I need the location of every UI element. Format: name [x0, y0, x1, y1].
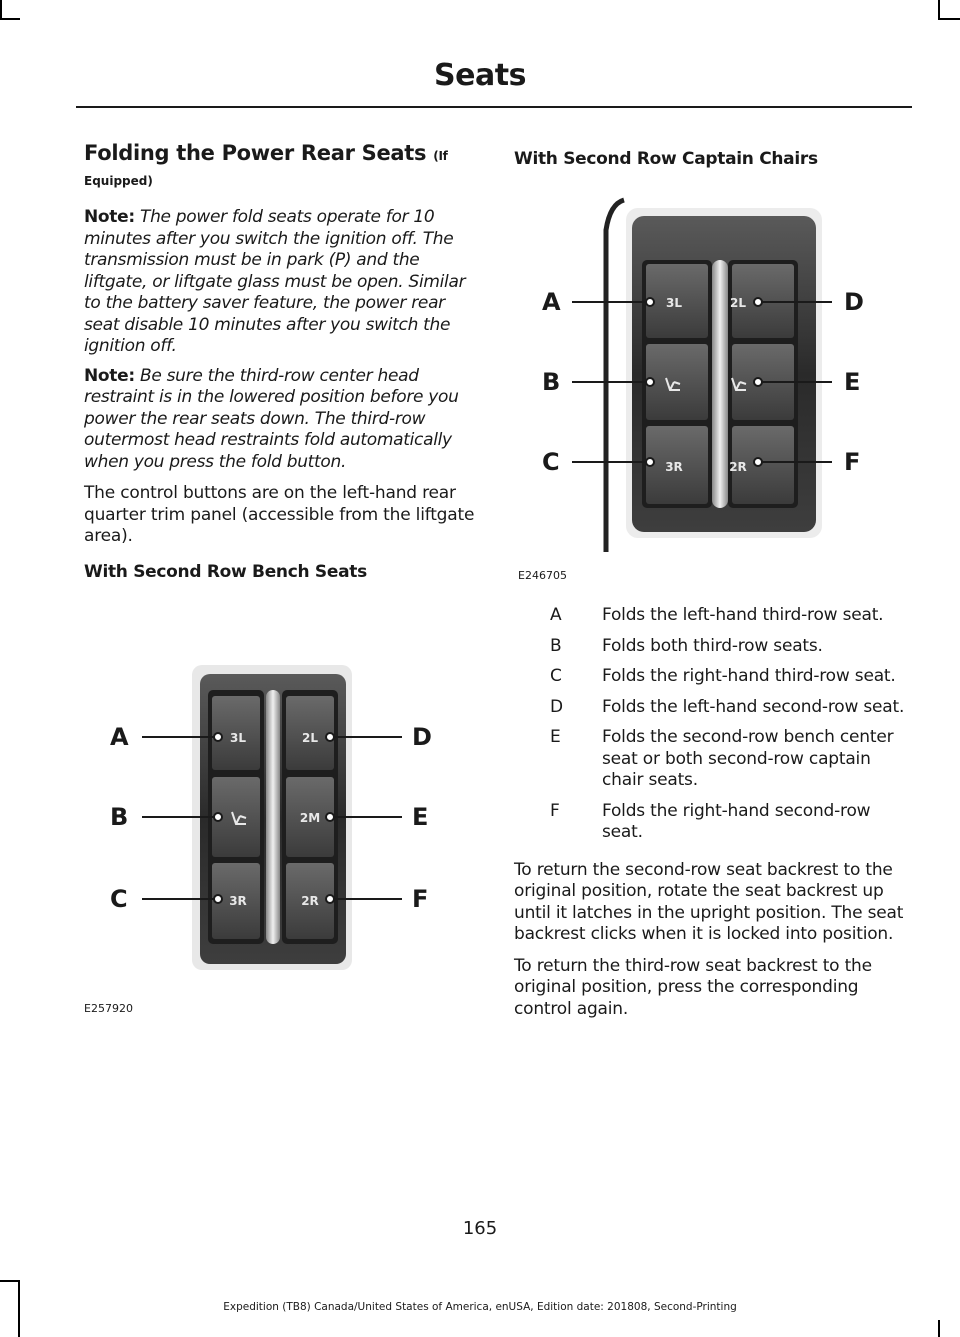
captain-chair-switch-figure — [514, 190, 910, 590]
bench-switch-illustration — [84, 620, 476, 990]
section-heading-sub: Equipped) — [84, 174, 153, 188]
crop-mark — [938, 0, 940, 20]
callout-label: B — [110, 803, 129, 831]
button-label: 2L — [730, 296, 746, 310]
header-divider — [76, 106, 912, 108]
legend-row — [514, 636, 910, 658]
legend-desc: Folds the second-row bench center seat or both second-row captain chair seats. — [602, 727, 894, 790]
figure-caption: E246705 — [518, 569, 567, 582]
button-label: 3L — [230, 731, 246, 745]
figure-caption: E257920 — [84, 1002, 133, 1015]
footer-edition-text: Expedition (TB8) Canada/United States of America, enUSA, Edition date: 201808, Second-Printing — [223, 1301, 737, 1313]
legend-key: A — [550, 605, 562, 625]
note-label: Note: — [84, 365, 135, 386]
page-title: Seats — [434, 58, 526, 93]
callout-label: E — [412, 803, 429, 831]
section-heading — [84, 140, 476, 169]
legend-desc: Folds the right-hand second-row seat. — [602, 800, 871, 842]
legend-key: C — [550, 666, 562, 686]
return-second-row-paragraph: To return the second-row seat backrest to the original position, rotate the seat backrest up until it latches in the upright position. The seat backrest clicks when it is locked into position. — [514, 859, 904, 944]
crop-mark — [938, 1320, 940, 1337]
callout-label: C — [110, 885, 128, 913]
captain-chairs-heading: With Second Row Captain Chairs — [514, 149, 818, 169]
legend-row — [514, 697, 910, 719]
legend-row — [514, 727, 910, 792]
legend-desc: Folds the right-hand third-row seat. — [602, 666, 896, 686]
right-column — [514, 140, 914, 169]
callout-label: E — [844, 368, 861, 396]
callout-label: F — [412, 885, 429, 913]
legend-key: D — [550, 696, 563, 717]
button-label: 3L — [666, 296, 682, 310]
button-label: 2L — [302, 731, 318, 745]
left-column — [84, 140, 476, 582]
section-heading-small: (If — [433, 149, 448, 163]
crop-mark — [0, 0, 2, 20]
section-heading-text: Folding the Power Rear Seats — [84, 141, 427, 165]
legend-desc: Folds both third-row seats. — [602, 635, 823, 656]
legend-key: F — [550, 800, 560, 821]
crop-mark — [0, 18, 20, 20]
bench-seat-switch-figure — [84, 620, 476, 1020]
legend-row — [514, 666, 910, 688]
bench-seats-heading: With Second Row Bench Seats — [84, 561, 367, 582]
callout-label: A — [542, 288, 561, 316]
callout-label: A — [110, 723, 129, 751]
note-text: The power fold seats operate for 10 minutes after you switch the ignition off. The transmission must be in park (P) and the liftgate, or liftgate glass must be open. Similar to the battery saver feature, the power rear seat disable 10 minutes after you switch the ignition off. — [84, 207, 466, 356]
callout-label: C — [542, 448, 560, 476]
note-1 — [84, 207, 476, 358]
button-label: 3R — [229, 894, 247, 908]
callout-label: F — [844, 448, 861, 476]
legend-row — [514, 801, 910, 844]
note-2 — [84, 366, 476, 474]
legend-key: E — [550, 727, 561, 747]
crop-mark — [0, 1280, 20, 1282]
button-label: 3R — [665, 460, 683, 474]
button-label: 2M — [299, 811, 321, 825]
callout-label: D — [412, 723, 432, 751]
crop-mark — [940, 18, 960, 20]
legend-desc: Folds the left-hand third-row seat. — [602, 605, 884, 625]
legend-row — [514, 605, 910, 627]
legend-desc: Folds the left-hand second-row seat. — [602, 696, 905, 717]
note-label: Note: — [84, 207, 135, 227]
button-label: 2R — [729, 460, 747, 474]
page-number: 165 — [462, 1218, 498, 1239]
return-third-row-paragraph: To return the third-row seat backrest to the original position, press the corresponding control again. — [514, 955, 872, 1019]
note-text: Be sure the third-row center head restraint is in the lowered position before you power the rear seats down. The third-row outermost head restraints fold automatically when you press the fold button. — [84, 365, 459, 472]
button-label: 2R — [301, 894, 319, 908]
callout-legend — [514, 605, 910, 1020]
captain-switch-illustration — [514, 190, 910, 558]
callout-label: B — [542, 368, 561, 396]
callout-label: D — [844, 288, 864, 316]
legend-key: B — [550, 635, 562, 656]
body-paragraph: The control buttons are on the left-hand rear quarter trim panel (accessible from the liftgate area). — [84, 483, 475, 546]
